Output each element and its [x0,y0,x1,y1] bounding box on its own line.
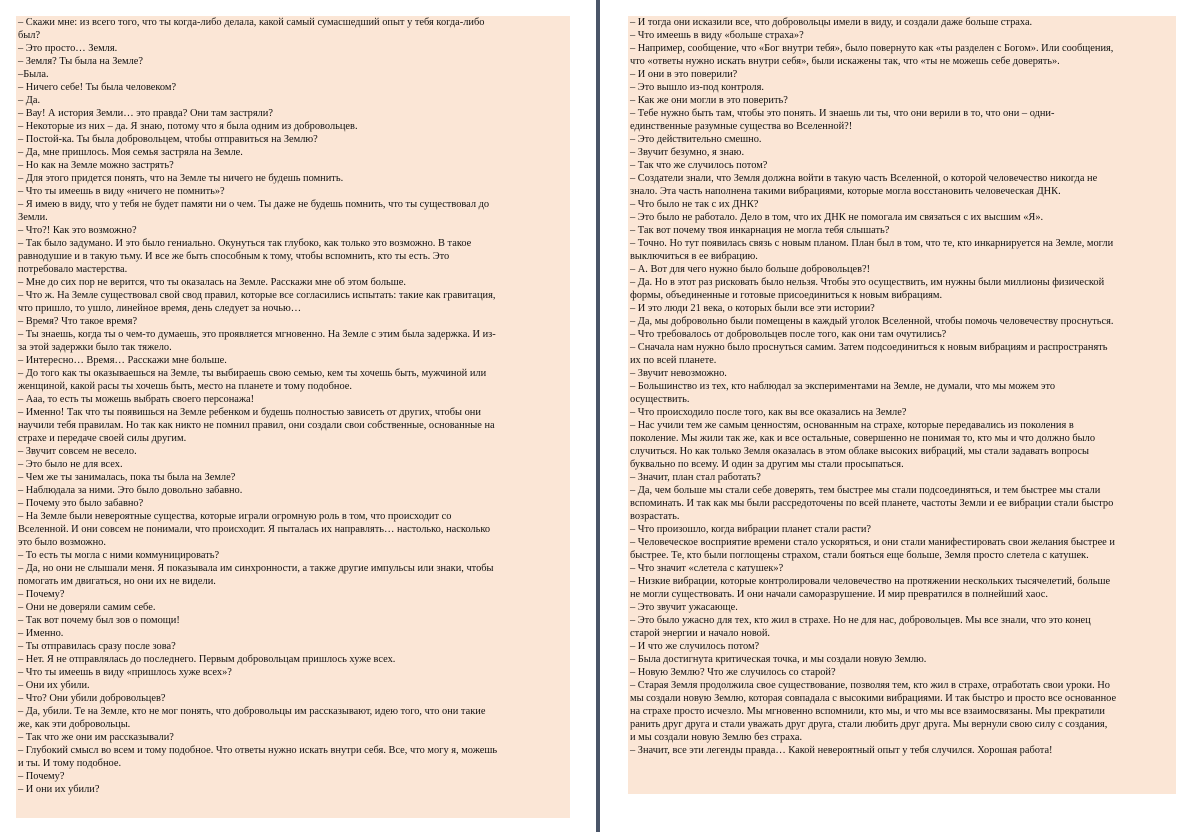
text-line: был? [18,30,41,41]
text-line: – Что произошло, когда вибрации планет стали расти? [630,524,871,535]
text-line: и ты. И тому подобное. [18,758,122,769]
text-line: – Некоторые из них – да. Я знаю, потому что я была одним из добровольцев. [18,121,358,132]
text-line: случиться. Но как только Земля оказалась в этом облаке высоких вибраций, мы стали задавать вопросы [630,446,1090,457]
text-line: – Мне до сих пор не верится, что ты оказалась на Земле. Расскажи мне об этом больше. [18,277,406,288]
text-line: за этой задержки было так тяжело. [18,342,172,353]
text-line: – Глубокий смысл во всем и тому подобное. Что ответы нужно искать внутри себя. Все, что могу я, можешь [18,745,498,756]
text-line: – Это звучит ужасающе. [630,602,738,613]
text-line: – И они их убили? [18,784,100,795]
text-line: – Что значит «слетела с катушек»? [630,563,784,574]
text-line: – Почему? [18,771,65,782]
text-line: – Это было не для всех. [18,459,123,470]
text-line: – Как же они могли в это поверить? [630,95,788,106]
text-line: на страхе просто исчезло. Мы мгновенно вспомнили, кто мы, и что мы все взаимосвязаны. Мы прекратили [630,706,1105,717]
text-line: – А. Вот для чего нужно было больше добровольцев?! [630,264,871,275]
text-line: – Это просто… Земля. [18,43,118,54]
text-line: – Человеческое восприятие времени стало ускоряться, и они стали манифестировать свои желания быстрее и [630,537,1115,548]
text-line: – Но как на Земле можно застрять? [18,160,174,171]
text-line: – Что происходило после того, как вы все оказались на Земле? [630,407,907,418]
text-line: – Так вот почему был зов о помощи! [18,615,180,626]
text-line: – Например, сообщение, что «Бог внутри тебя», было повернуто как «ты разделен с Богом». Или сообщения, [630,43,1114,54]
text-line: – Что было не так с их ДНК? [630,199,759,210]
text-line: – Почему это было забавно? [18,498,144,509]
text-line: – Да, но они не слышали меня. Я показывала им синхронности, а также другие импульсы или знаки, чтобы [18,563,494,574]
text-line: – Так что же случилось потом? [630,160,768,171]
text-line: что «ответы нужно искать внутри себя», были искажены так, что «ты не можешь себе доверять». [630,56,1060,67]
text-line: знало. Эта часть наполнена такими вибрациями, которые могла восстановить человеческая ДНК. [630,186,1061,197]
text-line: – Они их убили. [18,680,90,691]
text-line: – Низкие вибрации, которые контролировали человечество на протяжении нескольких тысячелетий, больше [630,576,1111,587]
text-line: – Что имеешь в виду «больше страха»? [630,30,804,41]
text-line: – Что ж. На Земле существовал свой свод правил, которые все согласились испытать: такие как гравитация, [18,290,496,301]
text-line: – Время? Что такое время? [18,316,138,327]
text-line: – Старая Земля продолжила свое существование, позволяя тем, кто жил в страхе, отработать свои уроки. Но [630,680,1110,691]
text-line: – И тогда они исказили все, что добровольцы имели в виду, и создали даже больше страха. [630,17,1033,28]
text-line: – Что ты имеешь в виду «пришлось хуже всех»? [18,667,232,678]
text-line: – Ты отправилась сразу после зова? [18,641,176,652]
text-line: – Была достигнута критическая точка, и мы создали новую Землю. [630,654,927,665]
right-page-text [628,16,1176,794]
text-line: – Скажи мне: из всего того, что ты когда-либо делала, какой самый сумасшедший опыт у тебя когда-либо [18,17,485,28]
text-line: – Это вышло из-под контроля. [630,82,764,93]
text-line: ранить друг друга и стали уважать друг друга, стали любить друг друга. Мы вернули свою силу с создания, [630,719,1108,730]
text-line: потребовало мастерства. [18,264,128,275]
text-line: выключиться в ее вибрацию. [630,251,758,262]
text-line: – Сначала нам нужно было проснуться самим. Затем подсоединиться к новым вибрациям и распространять [630,342,1108,353]
text-line: – И они в это поверили? [630,69,738,80]
text-line: – Да. Но в этот раз рисковать было нельзя. Чтобы это осуществить, им нужны были миллионы физической [630,277,1105,288]
text-line: – Так что же они им рассказывали? [18,732,174,743]
text-line: – Тебе нужно быть там, чтобы это понять. И знаешь ли ты, что они верили в то, что они – одни- [630,108,1055,119]
text-line: – Постой-ка. Ты была добровольцем, чтобы отправиться на Землю? [18,134,318,145]
text-line: – Да, мы добровольно были помещены в каждый уголок Вселенной, чтобы помочь человечеству проснуться. [630,316,1114,327]
text-line: – Да, убили. Те на Земле, кто не мог понять, что добровольцы им рассказывают, идею того, что они такие [18,706,486,717]
text-line: – Ты знаешь, когда ты о чем-то думаешь, это проявляется мгновенно. На Земле с этим была задержка. И из- [18,329,496,340]
text-line: – До того как ты оказываешься на Земле, ты выбираешь свою семью, кем ты хочешь быть, мужчиной или [18,368,487,379]
text-line: возрастать. [630,511,680,522]
text-line: – И это люди 21 века, о которых были все эти истории? [630,303,875,314]
text-line: – Что?! Как это возможно? [18,225,137,236]
text-line: – То есть ты могла с ними коммуницировать? [18,550,220,561]
text-line: – Новую Землю? Что же случилось со старой? [630,667,836,678]
text-line: – Это было ужасно для тех, кто жил в страхе. Но не для нас, добровольцев. Мы все знали, что это конец [630,615,1091,626]
text-line: – Именно. [18,628,64,639]
text-line: Земли. [18,212,48,223]
text-line: – Большинство из тех, кто наблюдал за экспериментами на Земле, не думали, что мы можем это [630,381,1056,392]
text-line: – Точно. Но тут появилась связь с новым планом. План был в том, что те, кто инкарнируется на Земле, могли [630,238,1114,249]
text-line: единственные разумные существа во Вселенной?! [630,121,853,132]
text-line: – Они не доверяли самим себе. [18,602,156,613]
text-line: – Вау! А история Земли… это правда? Они там застряли? [18,108,273,119]
text-line: – Ааа, то есть ты можешь выбрать своего персонажа! [18,394,255,405]
text-line: и мы создали новую Землю без страха. [630,732,803,743]
text-line: поколение. Мы жили так же, как и все остальные, совершенно не понимая то, кто мы и что должно было [630,433,1096,444]
text-line: – И что же случилось потом? [630,641,760,652]
text-line: – Земля? Ты была на Земле? [18,56,144,67]
text-line: же, как эти добровольцы. [18,719,131,730]
text-line: быстрее. Те, кто были поглощены страхом, стали бояться еще больше, Земля просто слетела с катушек. [630,550,1089,561]
text-line: – Что ты имеешь в виду «ничего не помнить»? [18,186,225,197]
right-page [600,0,1200,832]
text-line: – Это было не работало. Дело в том, что их ДНК не помогала им связаться с их высшим «Я». [630,212,1044,223]
text-line: –Была. [18,69,49,80]
text-line: научили тебя правилам. Но так как никто не помнил правил, они создали свои собственные, основанные на [18,420,495,431]
text-line: – Что требовалось от добровольцев после того, как они там очутились? [630,329,947,340]
left-page-text [16,16,570,818]
text-line: – Что? Они убили добровольцев? [18,693,166,704]
text-line: – Я имею в виду, что у тебя не будет памяти ни о чем. Ты даже не будешь помнить, что ты существовал до [18,199,490,210]
text-line: – Звучит совсем не весело. [18,446,137,457]
text-line: старой энергии и начало новой. [630,628,771,639]
text-line: – Значит, план стал работать? [630,472,761,483]
text-line: помогать им двигаться, но они их не видели. [18,576,216,587]
text-line: – Так вот почему твоя инкарнация не могла тебя слышать? [630,225,890,236]
text-line: страхе и передаче своей силы другим. [18,433,187,444]
text-line: не могли существовать. И они начали саморазрушение. И мир превратился в полнейший хаос. [630,589,1049,600]
text-line: – Звучит невозможно. [630,368,727,379]
text-line: – Именно! Так что ты появишься на Земле ребенком и будешь полностью зависеть от других, чтобы они [18,407,481,418]
text-line: их по всей планете. [630,355,717,366]
text-line: что пришло, то ушло, линейное время, день следует за ночью… [18,303,302,314]
text-line: – Да. [18,95,41,106]
text-line: женщиной, какой расы ты хочешь быть, место на планете и тому подобное. [18,381,352,392]
text-line: – Почему? [18,589,65,600]
text-line: Вселенной. И они совсем не понимали, что происходит. Я пыталась их направлять… настолько, насколько [18,524,491,535]
text-line: – На Земле были невероятные существа, которые играли огромную роль в том, что происходит со [18,511,452,522]
text-line: – Так было задумано. И это было гениально. Окунуться так глубоко, как только это возможно. В такое [18,238,472,249]
text-line: – Да, мне пришлось. Моя семья застряла на Земле. [18,147,243,158]
text-line: осуществить. [630,394,690,405]
text-line: формы, объединенные и готовые присоединиться к новым вибрациям. [630,290,943,301]
text-line: – Ничего себе! Ты была человеком? [18,82,177,93]
text-line: это было возможно. [18,537,106,548]
text-line: – Звучит безумно, я знаю. [630,147,745,158]
text-line: – Интересно… Время… Расскажи мне больше. [18,355,227,366]
left-page [0,0,596,832]
text-line: – Значит, все эти легенды правда… Какой невероятный опыт у тебя случился. Хорошая работа! [630,745,1053,756]
text-line: – Да, чем больше мы стали себе доверять, тем быстрее мы стали подсоединяться, и тем быстрее мы стали [630,485,1101,496]
text-line: буквально по всему. И один за другим мы стали просыпаться. [630,459,904,470]
text-line: вспоминать. И так как мы были рассредоточены по всей планете, частоты Земли и ее вибрации стали быстро [630,498,1114,509]
text-line: – Нет. Я не отправлялась до последнего. Первым добровольцам пришлось хуже всех. [18,654,396,665]
text-line: – Это действительно смешно. [630,134,762,145]
text-line: – Для этого придется понять, что на Земле ты ничего не будешь помнить. [18,173,344,184]
text-line: – Нас учили тем же самым ценностям, основанным на страхе, которые передавались из поколения в [630,420,1074,431]
text-line: равнодушие и в такую тьму. И все же быть способным к тому, чтобы вспомнить, кто ты есть. Это [18,251,450,262]
text-line: – Наблюдала за ними. Это было довольно забавно. [18,485,243,496]
text-line: мы создали новую Землю, которая совпадала с высокими вибрациями. И так быстро и просто все основанное [630,693,1117,704]
text-line: – Чем же ты занималась, пока ты была на Земле? [18,472,236,483]
text-line: – Создатели знали, что Земля должна войти в такую часть Вселенной, о которой человечество никогда не [630,173,1098,184]
